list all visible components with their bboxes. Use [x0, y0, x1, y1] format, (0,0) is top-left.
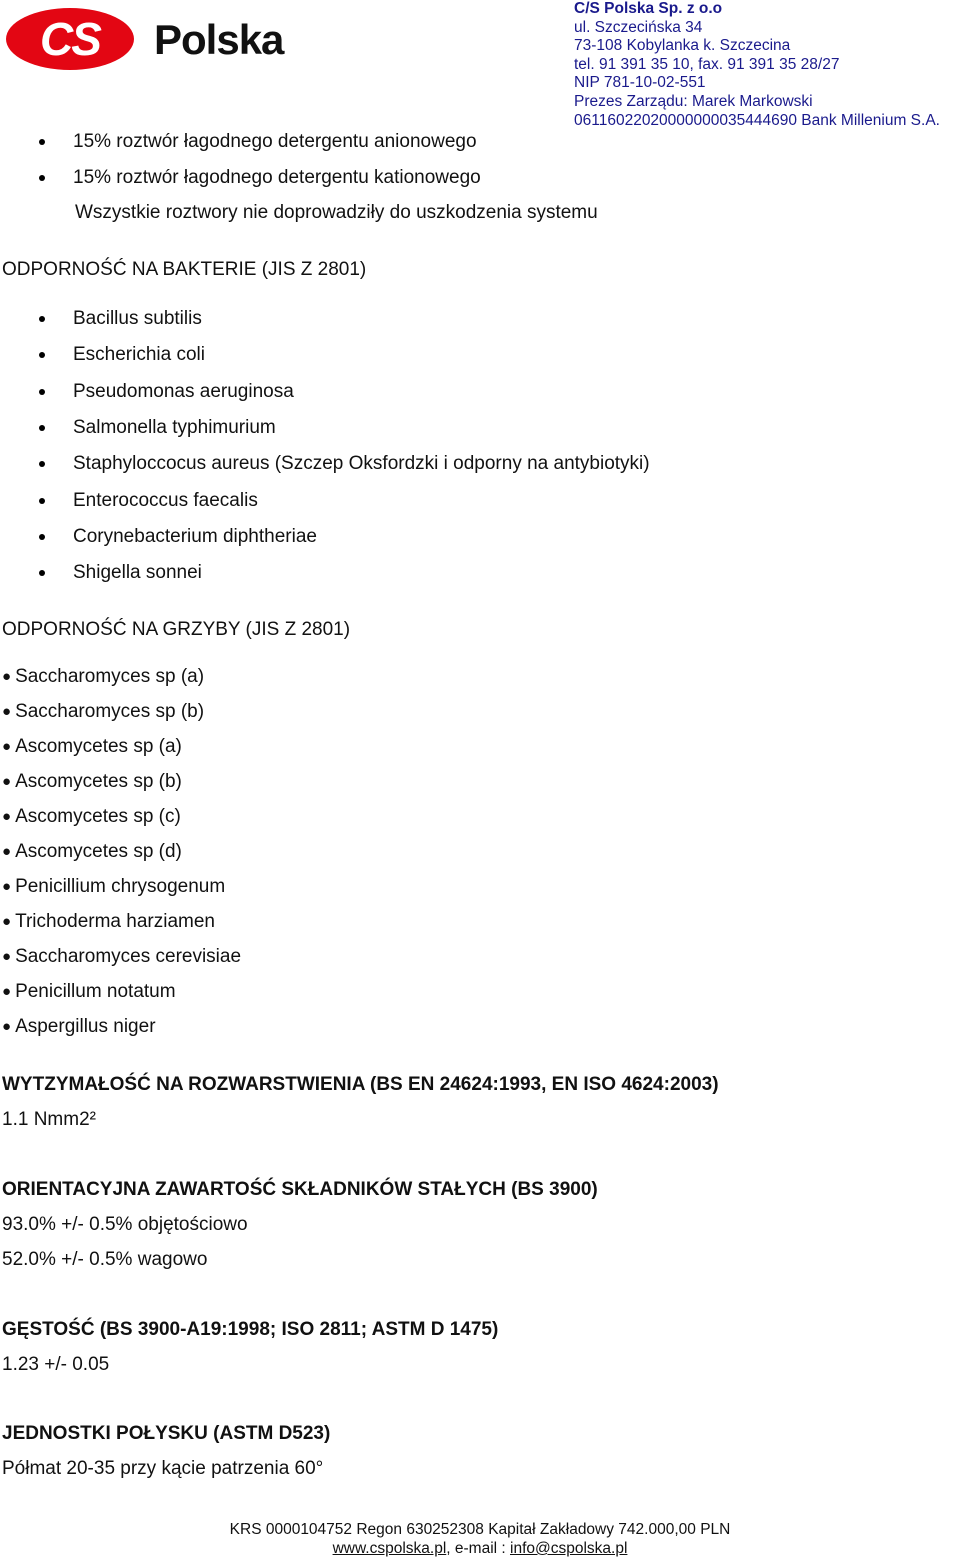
list-item-label: Penicillium chrysogenum [15, 876, 226, 897]
bullet-icon [39, 175, 45, 181]
list-item [2, 666, 204, 688]
list-item: Pseudomonas aeruginosa [73, 381, 294, 402]
list-item-label: Saccharomyces cerevisiae [15, 946, 242, 967]
footer-contact [0, 1539, 960, 1558]
list-item: Salmonella typhimurium [73, 417, 276, 438]
bullet-icon: ● [2, 773, 12, 790]
list-item: 15% roztwór łagodnego detergentu anionowego [73, 131, 477, 152]
list-item-label: Penicillum notatum [15, 981, 176, 1002]
list-item [2, 1016, 156, 1038]
bullet-icon [39, 570, 45, 576]
density-value: 1.23 +/- 0.05 [2, 1354, 110, 1375]
list-item [2, 876, 225, 898]
bullet-icon: ● [2, 878, 12, 895]
bullet-icon [39, 425, 45, 431]
gloss-value: Półmat 20-35 przy kącie patrzenia 60° [2, 1458, 324, 1479]
list-item: Shigella sonnei [73, 562, 202, 583]
company-city: 73-108 Kobylanka k. Szczecina [574, 37, 791, 55]
list-item-label: Ascomycetes sp (a) [15, 736, 182, 757]
list-item [2, 946, 241, 968]
bullet-icon [39, 316, 45, 322]
company-nip: NIP 781-10-02-551 [574, 74, 706, 92]
list-item: Escherichia coli [73, 344, 205, 365]
solids-weight: 52.0% +/- 0.5% wagowo [2, 1249, 208, 1270]
company-street: ul. Szczecińska 34 [574, 18, 703, 36]
list-item [2, 701, 204, 723]
bullet-icon: ● [2, 703, 12, 720]
solids-heading: ORIENTACYJNA ZAWARTOŚĆ SKŁADNIKÓW STAŁYCH (BS 3900) [2, 1179, 598, 1200]
list-item: Enterococcus faecalis [73, 490, 258, 511]
list-item-label: Ascomycetes sp (d) [15, 841, 182, 862]
bullet-icon: ● [2, 738, 12, 755]
peel-heading: WYTZYMAŁOŚĆ NA ROZWARSTWIENIA (BS EN 24624:1993, EN ISO 4624:2003) [2, 1074, 719, 1095]
list-item: 15% roztwór łagodnego detergentu kationowego [73, 167, 481, 188]
company-ceo: Prezes Zarządu: Marek Markowski [574, 92, 813, 110]
fungi-heading: ODPORNOŚĆ NA GRZYBY (JIS Z 2801) [2, 619, 351, 640]
bullet-icon [39, 498, 45, 504]
bullet-icon [39, 461, 45, 467]
list-item-label: Trichoderma harziamen [15, 911, 215, 932]
email-link[interactable]: info@cspolska.pl [510, 1540, 628, 1557]
detergents-note: Wszystkie roztwory nie doprowadziły do uszkodzenia systemu [75, 202, 598, 223]
bullet-icon [39, 389, 45, 395]
list-item-label: Saccharomyces sp (b) [15, 701, 205, 722]
list-item: Staphyloccocus aureus (Szczep Oksfordzki i odporny na antybiotyki) [73, 453, 650, 474]
company-name: C/S Polska Sp. z o.o [574, 0, 723, 17]
list-item: Bacillus subtilis [73, 308, 202, 329]
company-logo [6, 6, 296, 74]
email-label: , e-mail : [446, 1540, 511, 1557]
footer-registration: KRS 0000104752 Regon 630252308 Kapitał Zakładowy 742.000,00 PLN [229, 1521, 731, 1538]
bullet-icon: ● [2, 808, 12, 825]
density-heading: GĘSTOŚĆ (BS 3900-A19:1998; ISO 2811; ASTM D 1475) [2, 1319, 499, 1340]
website-link[interactable]: www.cspolska.pl [332, 1540, 447, 1557]
bullet-icon: ● [2, 668, 12, 685]
list-item [2, 806, 181, 828]
list-item [2, 841, 182, 863]
list-item-label: Ascomycetes sp (b) [15, 771, 182, 792]
list-item [2, 736, 182, 758]
company-phone: tel. 91 391 35 10, fax. 91 391 35 28/27 [574, 55, 840, 73]
list-item: Corynebacterium diphtheriae [73, 526, 317, 547]
logo-cs-mark: CS [6, 8, 134, 70]
bullet-icon [39, 352, 45, 358]
list-item [2, 771, 182, 793]
list-item-label: Saccharomyces sp (a) [15, 666, 205, 687]
bullet-icon [39, 534, 45, 540]
solids-volume: 93.0% +/- 0.5% objętościowo [2, 1214, 248, 1235]
list-item-label: Ascomycetes sp (c) [15, 806, 181, 827]
list-item [2, 981, 176, 1003]
bacteria-heading: ODPORNOŚĆ NA BAKTERIE (JIS Z 2801) [2, 259, 367, 280]
bullet-icon: ● [2, 983, 12, 1000]
peel-value: 1.1 Nmm2² [2, 1109, 96, 1130]
gloss-heading: JEDNOSTKI POŁYSKU (ASTM D523) [2, 1423, 331, 1444]
bullet-icon: ● [2, 1018, 12, 1035]
bullet-icon: ● [2, 948, 12, 965]
bullet-icon: ● [2, 913, 12, 930]
list-item-label: Aspergillus niger [15, 1016, 156, 1037]
bullet-icon: ● [2, 843, 12, 860]
logo-wordmark: Polska [154, 16, 284, 63]
list-item [2, 911, 215, 933]
bullet-icon [39, 139, 45, 145]
company-info [574, 0, 940, 130]
company-bank: 06116022020000000035444690 Bank Millenium S.A. [574, 111, 940, 129]
page-footer [0, 1520, 960, 1558]
